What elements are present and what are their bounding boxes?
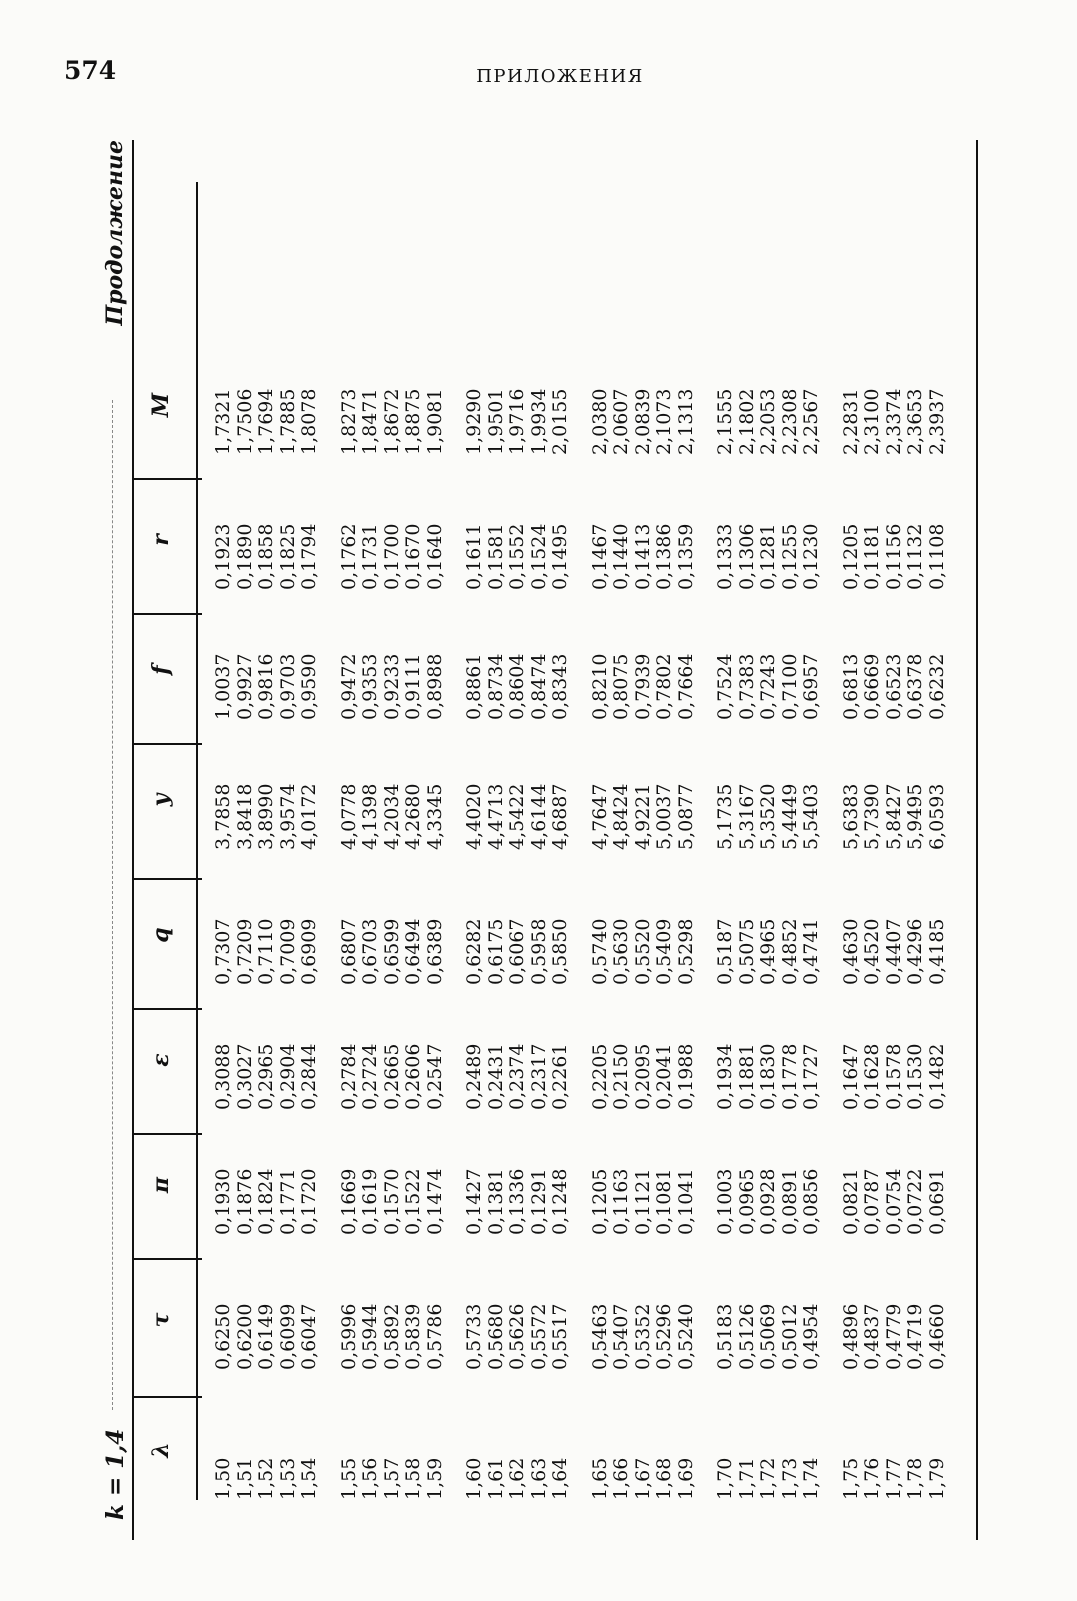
table-cell: 0,1876 — [233, 1168, 256, 1235]
table-cell: 0,8210 — [588, 653, 611, 720]
table-cell: 0,0787 — [861, 1168, 883, 1235]
table-cell: 0,1934 — [714, 1043, 736, 1110]
table-cell: 0,8734 — [484, 653, 507, 720]
table-cell: 0,1731 — [359, 523, 381, 590]
table-cell: 1,61 — [484, 1457, 507, 1500]
table-cell: 0,8988 — [423, 653, 446, 720]
table-cell: 0,0754 — [882, 1168, 905, 1235]
table-cell: 6,0593 — [925, 783, 948, 850]
table-cell: 0,7939 — [631, 653, 654, 720]
table-cell: 0,6389 — [423, 918, 446, 985]
table-bottom-rule — [976, 140, 978, 1540]
table-cell: 0,1825 — [276, 523, 299, 590]
table-cell: 1,67 — [631, 1457, 654, 1500]
table-cell: 1,9501 — [484, 388, 507, 455]
table-cell: 4,0778 — [337, 783, 360, 850]
table-cell: 0,7100 — [778, 653, 801, 720]
column-separator — [132, 879, 202, 881]
table-cell: 0,5352 — [631, 1303, 654, 1370]
running-head: ПРИЛОЖЕНИЯ — [476, 66, 644, 87]
table-cell: 0,4407 — [882, 918, 905, 985]
table-cell: 0,2205 — [588, 1043, 611, 1110]
table-cell: 0,1291 — [527, 1168, 550, 1235]
table-cell: 0,1522 — [402, 1168, 424, 1235]
table-cell: 0,5075 — [735, 918, 758, 985]
table-cell: 0,9927 — [233, 653, 256, 720]
table-cell: 0,0856 — [800, 1168, 822, 1235]
table-cell: 0,5944 — [359, 1303, 381, 1370]
table-cell: 0,1386 — [653, 523, 675, 590]
table-cell: 0,1181 — [861, 523, 883, 590]
parameter-label: k = 1,4 — [102, 1428, 129, 1520]
table-cell: 0,1156 — [882, 523, 905, 590]
table-cell: 0,5572 — [527, 1303, 550, 1370]
table-cell: 2,0839 — [631, 388, 654, 455]
table-cell: 0,4719 — [904, 1303, 926, 1370]
table-cell: 0,4185 — [925, 918, 948, 985]
table-cell: 0,7009 — [276, 918, 299, 985]
table-cell: 0,9111 — [402, 653, 424, 720]
table-cell: 0,1205 — [588, 1168, 611, 1235]
table-cell: 1,66 — [610, 1457, 632, 1500]
table-cell: 1,78 — [904, 1457, 926, 1500]
table-cell: 1,75 — [839, 1457, 862, 1500]
table-cell: 1,50 — [212, 1457, 234, 1500]
table-cell: 0,1495 — [549, 523, 571, 590]
table-cell: 0,1988 — [674, 1043, 697, 1110]
table-cell: 1,72 — [757, 1457, 779, 1500]
table-cell: 0,5740 — [588, 918, 611, 985]
table-cell: 4,2680 — [402, 783, 424, 850]
column-header: r — [148, 534, 174, 546]
table-cell: 0,6494 — [402, 918, 424, 985]
table-cell: 0,7307 — [212, 918, 234, 985]
table-cell: 0,6067 — [506, 918, 528, 985]
table-cell: 2,1073 — [653, 388, 675, 455]
table-cell: 5,8427 — [882, 783, 905, 850]
table-cell: 4,4020 — [463, 783, 485, 850]
table-cell: 0,1720 — [298, 1168, 320, 1235]
table-cell: 2,3653 — [904, 388, 926, 455]
table-cell: 0,1336 — [506, 1168, 528, 1235]
table-cell: 0,7110 — [255, 918, 277, 985]
table-cell: 0,6807 — [337, 918, 360, 985]
table-cell: 1,8273 — [337, 388, 360, 455]
table-cell: 0,1333 — [714, 523, 736, 590]
table-cell: 1,60 — [463, 1457, 485, 1500]
column-separator — [132, 744, 202, 746]
table-cell: 5,0037 — [653, 783, 675, 850]
table-cell: 0,3027 — [233, 1043, 256, 1110]
table-cell: 0,2606 — [402, 1043, 424, 1110]
table-top-rule — [132, 140, 134, 1540]
table-cell: 0,2041 — [653, 1043, 675, 1110]
table-cell: 0,1670 — [402, 523, 424, 590]
table-cell: 0,3088 — [212, 1043, 234, 1110]
table-cell: 0,5630 — [610, 918, 632, 985]
column-separator — [132, 479, 202, 481]
table-cell: 5,6383 — [839, 783, 862, 850]
table-cell: 0,1163 — [610, 1168, 632, 1235]
column-header: q — [148, 927, 174, 943]
table-cell: 0,5520 — [631, 918, 654, 985]
table-cell: 1,9081 — [423, 388, 446, 455]
table-cell: 0,1205 — [839, 523, 862, 590]
table-cell: 0,2665 — [380, 1043, 403, 1110]
table-cell: 1,8078 — [298, 388, 320, 455]
table-cell: 0,5240 — [674, 1303, 697, 1370]
table-cell: 0,2317 — [527, 1043, 550, 1110]
table-cell: 0,1923 — [212, 523, 234, 590]
table-cell: 0,5892 — [380, 1303, 403, 1370]
table-cell: 1,9290 — [463, 388, 485, 455]
table-cell: 0,2547 — [423, 1043, 446, 1110]
table-cell: 0,1794 — [298, 523, 320, 590]
table-cell: 0,1121 — [631, 1168, 654, 1235]
table-cell: 4,1398 — [359, 783, 381, 850]
table-cell: 0,1619 — [359, 1168, 381, 1235]
table-cell: 0,0891 — [778, 1168, 801, 1235]
column-header: M — [148, 392, 174, 418]
table-cell: 0,6599 — [380, 918, 403, 985]
table-cell: 1,79 — [925, 1457, 948, 1500]
table-cell: 1,62 — [506, 1457, 528, 1500]
table-cell: 0,6813 — [839, 653, 862, 720]
table-cell: 0,8343 — [549, 653, 571, 720]
table-cell: 0,6282 — [463, 918, 485, 985]
column-header: ε — [148, 1053, 174, 1067]
table-cell: 0,1359 — [674, 523, 697, 590]
table-cell: 0,1281 — [757, 523, 779, 590]
table-cell: 0,1700 — [380, 523, 403, 590]
table-cell: 0,1467 — [588, 523, 611, 590]
table-cell: 0,5680 — [484, 1303, 507, 1370]
table-cell: 0,1108 — [925, 523, 948, 590]
table-cell: 1,52 — [255, 1457, 277, 1500]
table-cell: 0,2784 — [337, 1043, 360, 1110]
table-cell: 0,1552 — [506, 523, 528, 590]
table-cell: 0,6909 — [298, 918, 320, 985]
table-cell: 1,54 — [298, 1457, 320, 1500]
table-cell: 5,7390 — [861, 783, 883, 850]
table-cell: 0,6703 — [359, 918, 381, 985]
table-cell: 4,0172 — [298, 783, 320, 850]
table-cell: 3,7858 — [212, 783, 234, 850]
table-cell: 0,5183 — [714, 1303, 736, 1370]
table-cell: 0,4896 — [839, 1303, 862, 1370]
table-cell: 1,70 — [714, 1457, 736, 1500]
table-cell: 0,1306 — [735, 523, 758, 590]
table-cell: 0,1427 — [463, 1168, 485, 1235]
table-cell: 0,2724 — [359, 1043, 381, 1110]
table-cell: 1,58 — [402, 1457, 424, 1500]
table-cell: 2,2053 — [757, 388, 779, 455]
table-cell: 5,5403 — [800, 783, 822, 850]
table-cell: 0,4296 — [904, 918, 926, 985]
table-cell: 1,57 — [380, 1457, 403, 1500]
table-cell: 2,2567 — [800, 388, 822, 455]
table-cell: 0,7243 — [757, 653, 779, 720]
table-cell: 2,0607 — [610, 388, 632, 455]
table-cell: 1,56 — [359, 1457, 381, 1500]
table-cell: 2,1802 — [735, 388, 758, 455]
table-cell: 0,4520 — [861, 918, 883, 985]
table-cell: 1,8471 — [359, 388, 381, 455]
table-cell: 0,5409 — [653, 918, 675, 985]
table-cell: 0,1530 — [904, 1043, 926, 1110]
table-cell: 5,9495 — [904, 783, 926, 850]
table-cell: 4,5422 — [506, 783, 528, 850]
column-separator — [132, 614, 202, 616]
table-cell: 0,5996 — [337, 1303, 360, 1370]
table-cell: 0,4954 — [800, 1303, 822, 1370]
table-cell: 0,1611 — [463, 523, 485, 590]
table-cell: 1,7885 — [276, 388, 299, 455]
table-cell: 1,77 — [882, 1457, 905, 1500]
table-cell: 1,68 — [653, 1457, 675, 1500]
table-cell: 3,8418 — [233, 783, 256, 850]
table-cell: 0,1041 — [674, 1168, 697, 1235]
table-cell: 1,9934 — [527, 388, 550, 455]
table-cell: 2,1313 — [674, 388, 697, 455]
table-cell: 0,2844 — [298, 1043, 320, 1110]
table-cell: 0,6669 — [861, 653, 883, 720]
table-cell: 0,1858 — [255, 523, 277, 590]
table-cell: 0,6099 — [276, 1303, 299, 1370]
table-cell: 0,1474 — [423, 1168, 446, 1235]
table-cell: 1,74 — [800, 1457, 822, 1500]
data-table — [102, 140, 978, 1540]
table-cell: 0,2150 — [610, 1043, 632, 1110]
table-cell: 5,3167 — [735, 783, 758, 850]
table-cell: 0,6200 — [233, 1303, 256, 1370]
column-separator — [132, 1259, 202, 1261]
table-cell: 1,76 — [861, 1457, 883, 1500]
table-cell: 4,6144 — [527, 783, 550, 850]
table-cell: 0,1771 — [276, 1168, 299, 1235]
table-cell: 0,2965 — [255, 1043, 277, 1110]
table-cell: 4,3345 — [423, 783, 446, 850]
table-cell: 1,7694 — [255, 388, 277, 455]
page-number: 574 — [64, 56, 117, 85]
continued-label: Продолжение — [102, 140, 128, 326]
table-cell: 3,9574 — [276, 783, 299, 850]
table-cell: 0,2489 — [463, 1043, 485, 1110]
table-cell: 0,0928 — [757, 1168, 779, 1235]
table-cell: 1,8672 — [380, 388, 403, 455]
column-header: y — [148, 793, 174, 807]
table-cell: 5,0877 — [674, 783, 697, 850]
table-cell: 0,6047 — [298, 1303, 320, 1370]
table-cell: 0,9233 — [380, 653, 403, 720]
table-cell: 0,0722 — [904, 1168, 926, 1235]
table-cell: 0,1762 — [337, 523, 360, 590]
table-cell: 0,1413 — [631, 523, 654, 590]
table-cell: 4,4713 — [484, 783, 507, 850]
table-cell: 0,8604 — [506, 653, 528, 720]
table-cell: 0,5298 — [674, 918, 697, 985]
table-cell: 1,69 — [674, 1457, 697, 1500]
dashed-line — [112, 400, 113, 1410]
table-cell: 0,1581 — [484, 523, 507, 590]
table-cell: 0,6250 — [212, 1303, 234, 1370]
table-cell: 1,65 — [588, 1457, 611, 1500]
table-cell: 0,1890 — [233, 523, 256, 590]
table-cell: 0,8075 — [610, 653, 632, 720]
table-cell: 0,1524 — [527, 523, 550, 590]
column-separator — [132, 1009, 202, 1011]
table-cell: 0,1255 — [778, 523, 801, 590]
table-cell: 1,73 — [778, 1457, 801, 1500]
table-cell: 5,3520 — [757, 783, 779, 850]
table-cell: 0,1778 — [778, 1043, 801, 1110]
table-cell: 0,6378 — [904, 653, 926, 720]
table-cell: 0,0821 — [839, 1168, 862, 1235]
table-cell: 1,64 — [549, 1457, 571, 1500]
table-cell: 0,1440 — [610, 523, 632, 590]
table-cell: 1,63 — [527, 1457, 550, 1500]
table-cell: 4,6887 — [549, 783, 571, 850]
table-cell: 0,0691 — [925, 1168, 948, 1235]
column-header: f — [148, 665, 174, 675]
table-cell: 0,4852 — [778, 918, 801, 985]
table-cell: 0,1640 — [423, 523, 446, 590]
table-cell: 0,2261 — [549, 1043, 571, 1110]
column-separator — [132, 1134, 202, 1136]
table-cell: 0,4660 — [925, 1303, 948, 1370]
table-cell: 0,1881 — [735, 1043, 758, 1110]
table-cell: 0,7802 — [653, 653, 675, 720]
table-cell: 0,7383 — [735, 653, 758, 720]
table-cell: 0,5126 — [735, 1303, 758, 1370]
table-cell: 0,1570 — [380, 1168, 403, 1235]
table-cell: 0,2374 — [506, 1043, 528, 1110]
table-cell: 0,4965 — [757, 918, 779, 985]
table-cell: 1,55 — [337, 1457, 360, 1500]
table-cell: 0,1132 — [904, 523, 926, 590]
table-cell: 0,2431 — [484, 1043, 507, 1110]
table-cell: 2,0380 — [588, 388, 611, 455]
table-cell: 0,5626 — [506, 1303, 528, 1370]
table-cell: 0,6957 — [800, 653, 822, 720]
table-cell: 2,2308 — [778, 388, 801, 455]
table-cell: 0,5958 — [527, 918, 550, 985]
table-cell: 3,8990 — [255, 783, 277, 850]
table-cell: 0,1381 — [484, 1168, 507, 1235]
table-cell: 5,1735 — [714, 783, 736, 850]
table-cell: 1,8875 — [402, 388, 424, 455]
table-cell: 0,9353 — [359, 653, 381, 720]
table-cell: 0,5407 — [610, 1303, 632, 1370]
table-cell: 0,8861 — [463, 653, 485, 720]
table-cell: 0,6175 — [484, 918, 507, 985]
table-cell: 0,1669 — [337, 1168, 360, 1235]
table-cell: 0,1081 — [653, 1168, 675, 1235]
column-separator — [132, 1397, 202, 1399]
table-cell: 0,6232 — [925, 653, 948, 720]
column-header: λ — [148, 1442, 174, 1458]
table-cell: 4,9221 — [631, 783, 654, 850]
table-cell: 1,7506 — [233, 388, 256, 455]
table-cell: 1,53 — [276, 1457, 299, 1500]
table-cell: 0,1628 — [861, 1043, 883, 1110]
column-header: τ — [148, 1312, 174, 1328]
table-cell: 4,2034 — [380, 783, 403, 850]
table-cell: 0,6149 — [255, 1303, 277, 1370]
table-cell: 2,3937 — [925, 388, 948, 455]
table-cell: 2,2831 — [839, 388, 862, 455]
table-cell: 2,1555 — [714, 388, 736, 455]
table-cell: 0,6523 — [882, 653, 905, 720]
table-cell: 0,7524 — [714, 653, 736, 720]
table-cell: 5,4449 — [778, 783, 801, 850]
table-cell: 0,5187 — [714, 918, 736, 985]
table-cell: 0,5733 — [463, 1303, 485, 1370]
table-cell: 1,7321 — [212, 388, 234, 455]
table-cell: 0,5850 — [549, 918, 571, 985]
table-cell: 0,7664 — [674, 653, 697, 720]
table-cell: 0,4837 — [861, 1303, 883, 1370]
table-cell: 4,7647 — [588, 783, 611, 850]
table-cell: 0,2904 — [276, 1043, 299, 1110]
table-cell: 0,1578 — [882, 1043, 905, 1110]
table-cell: 0,5517 — [549, 1303, 571, 1370]
table-cell: 1,9716 — [506, 388, 528, 455]
table-cell: 0,9472 — [337, 653, 360, 720]
table-cell: 1,71 — [735, 1457, 758, 1500]
table-cell: 2,3374 — [882, 388, 905, 455]
table-cell: 0,9590 — [298, 653, 320, 720]
table-cell: 1,59 — [423, 1457, 446, 1500]
table-cell: 0,5839 — [402, 1303, 424, 1370]
table-cell: 0,0965 — [735, 1168, 758, 1235]
table-cell: 0,1830 — [757, 1043, 779, 1110]
table-cell: 0,5463 — [588, 1303, 611, 1370]
table-cell: 0,5012 — [778, 1303, 801, 1370]
table-cell: 0,1248 — [549, 1168, 571, 1235]
table-cell: 0,1824 — [255, 1168, 277, 1235]
table-cell: 0,1647 — [839, 1043, 862, 1110]
table-cell: 0,1930 — [212, 1168, 234, 1235]
table-cell: 0,4741 — [800, 918, 822, 985]
table-cell: 0,1230 — [800, 523, 822, 590]
table-cell: 4,8424 — [610, 783, 632, 850]
table-cell: 0,5786 — [423, 1303, 446, 1370]
table-cell: 0,9703 — [276, 653, 299, 720]
table-cell: 0,1003 — [714, 1168, 736, 1235]
table-cell: 0,1482 — [925, 1043, 948, 1110]
table-cell: 0,4779 — [882, 1303, 905, 1370]
table-header-rule — [196, 182, 198, 1500]
table-cell: 0,4630 — [839, 918, 862, 985]
table-cell: 0,2095 — [631, 1043, 654, 1110]
table-cell: 2,3100 — [861, 388, 883, 455]
table-cell: 0,5296 — [653, 1303, 675, 1370]
table-cell: 0,8474 — [527, 653, 550, 720]
table-cell: 1,51 — [233, 1457, 256, 1500]
table-cell: 0,1727 — [800, 1043, 822, 1110]
column-header: π — [148, 1176, 174, 1194]
table-cell: 0,7209 — [233, 918, 256, 985]
table-cell: 2,0155 — [549, 388, 571, 455]
table-cell: 0,9816 — [255, 653, 277, 720]
table-cell: 0,5069 — [757, 1303, 779, 1370]
table-cell: 1,0037 — [212, 653, 234, 720]
